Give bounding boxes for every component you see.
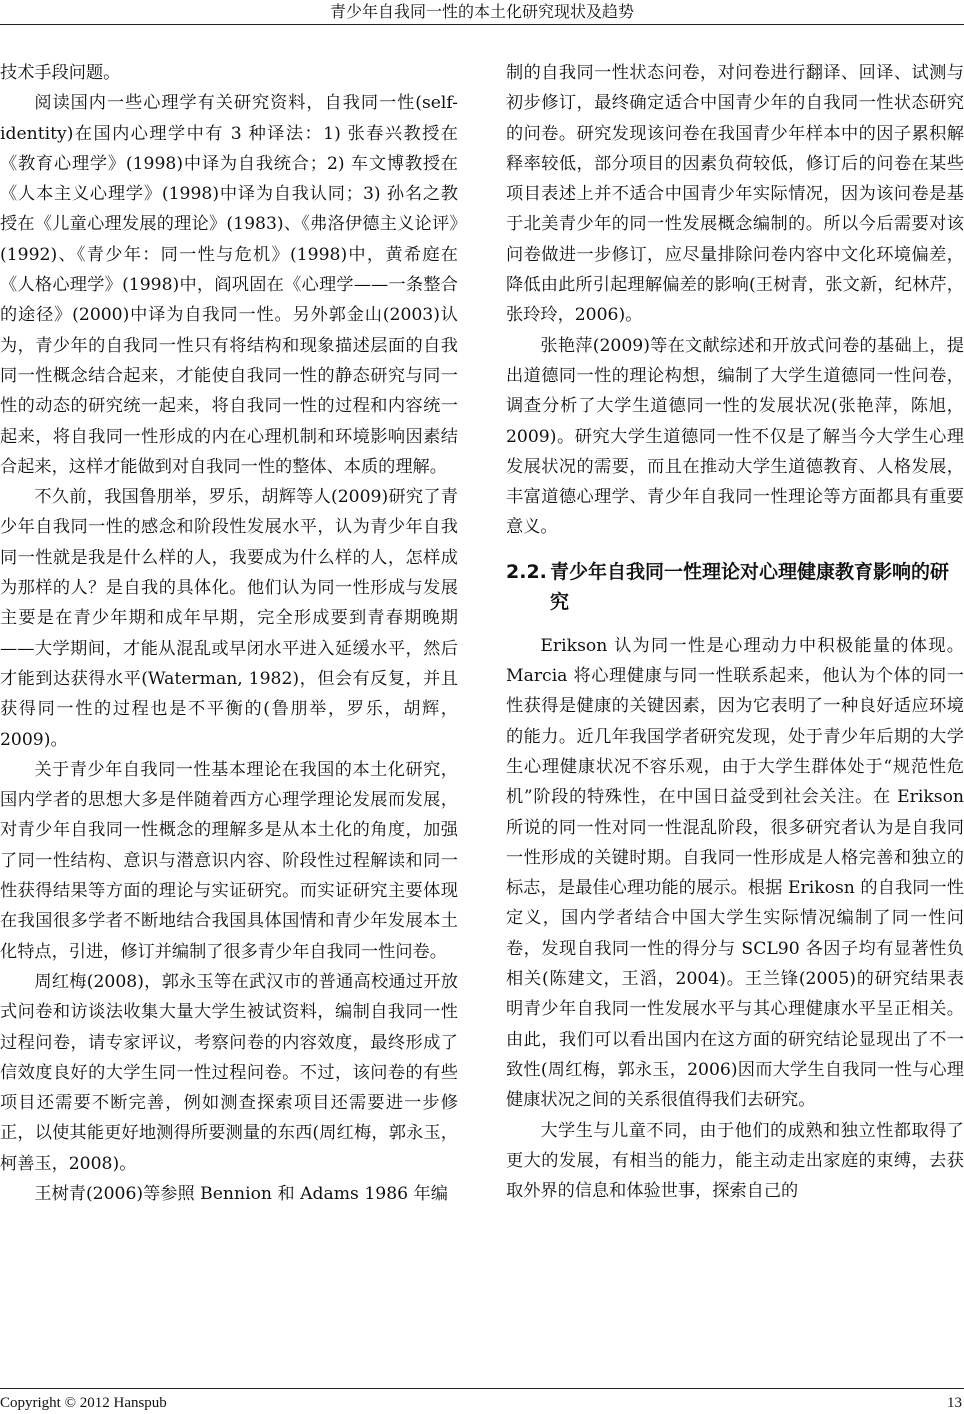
- left-column: [0, 58, 458, 1209]
- page-number: 13: [947, 1395, 962, 1411]
- section-heading: [506, 557, 964, 617]
- paragraph: Erikson 认为同一性是心理动力中积极能量的体现。Marcia 将心理健康与同一性联系起来，他认为个体的同一性获得是健康的关键因素，因为它表明了一种良好适应环境的能力。近几年我国学者研究发现，处于青少年后期的大学生心理健康状况不容乐观，由于大学生群体处于“规范性危机”阶段的特殊性，在中国日益受到社会关注。在 Erikson 所说的同一性对同一性混乱阶段，很多研究者认为是自我同一性形成的关键时期。自我同一性形成是人格完善和独立的标志，是最佳心理功能的展示。根据 Erikosn 的自我同一性定义，国内学者结合中国大学生实际情况编制了同一性问卷，发现自我同一性的得分与 SCL90 各因子均有显著性负相关(陈建文，王滔，2004)。王兰锋(2005)的研究结果表明青少年自我同一性发展水平与其心理健康水平呈正相关。由此，我们可以看出国内在这方面的研究结论显现出了不一致性(周红梅，郭永玉，2006)因而大学生自我同一性与心理健康状况之间的关系很值得我们去研究。: [506, 635, 964, 1111]
- paragraph: 王树青(2006)等参照 Bennion 和 Adams 1986 年编: [34, 1183, 448, 1204]
- footer-rule: [0, 1388, 964, 1389]
- paragraph: 技术手段问题。: [0, 63, 121, 83]
- right-column: [506, 58, 964, 1206]
- paragraph: 张艳萍(2009)等在文献综述和开放式问卷的基础上，提出道德同一性的理论构想，编制了大学生道德同一性问卷，调查分析了大学生道德同一性的发展状况(张艳萍，陈旭，2009)。研究大学生道德同一性不仅是了解当今大学生心理发展状况的需要，而且在推动大学生道德教育、人格发展，丰富道德心理学、青少年自我同一性理论等方面都具有重要意义。: [506, 335, 964, 538]
- section-title: 青少年自我同一性理论对心理健康教育影响的研究: [550, 560, 950, 613]
- paragraph: 大学生与儿童不同，由于他们的成熟和独立性都取得了更大的发展，有相当的能力，能主动走出家庭的束缚，去获取外界的信息和体验世事，探索自己的: [506, 1120, 964, 1202]
- paragraph: 阅读国内一些心理学有关研究资料，自我同一性(self-identity)在国内心理学中有 3 种译法：1) 张春兴教授在《教育心理学》(1998)中译为自我统合；2) 车文博教授在《人本主义心理学》(1998)中译为自我认同；3) 孙名之教授在《儿童心理发展的理论》(1983)、《弗洛伊德主义论评》(1992)、《青少年：同一性与危机》(1998)中，黄希庭在《人格心理学》(1998)中，阎巩固在《心理学——一条整合的途径》(2000)中译为自我同一性。另外郭金山(2003)认为，青少年的自我同一性只有将结构和现象描述层面的自我同一性概念结合起来，才能使自我同一性的静态研究与同一性的动态的研究统一起来，将自我同一性的过程和内容统一起来，将自我同一性形成的内在心理机制和环境影响因素结合起来，这样才能做到对自我同一性的整体、本质的理解。: [0, 93, 458, 477]
- paragraph: 周红梅(2008)，郭永玉等在武汉市的普通高校通过开放式问卷和访谈法收集大量大学生被试资料，编制自我同一性过程问卷，请专家评议，考察问卷的内容效度，最终形成了信效度良好的大学生同一性过程问卷。不过，该问卷的有些项目还需要不断完善，例如测查探索项目还需要进一步修正，以使其能更好地测得所要测量的东西(周红梅，郭永玉，柯善玉，2008)。: [0, 971, 458, 1174]
- paragraph: 不久前，我国鲁朋举，罗乐，胡辉等人(2009)研究了青少年自我同一性的感念和阶段性发展水平，认为青少年自我同一性就是我是什么样的人，我要成为什么样的人，怎样成为那样的人？是自我的具体化。他们认为同一性形成与发展主要是在青少年期和成年早期，完全形成要到青春期晚期——大学期间，才能从混乱或早闭水平进入延缓水平，然后才能到达获得水平(Waterman, 1982)，但会有反复，并且获得同一性的过程也是不平衡的(鲁朋举，罗乐，胡辉，2009)。: [0, 487, 458, 750]
- paragraph: 制的自我同一性状态问卷，对问卷进行翻译、回译、试测与初步修订，最终确定适合中国青少年的自我同一性状态研究的问卷。研究发现该问卷在我国青少年样本中的因子累积解释率较低，部分项目的因素负荷较低，修订后的问卷在某些项目表述上并不适合中国青少年实际情况，因为该问卷是基于北美青少年的同一性发展概念编制的。所以今后需要对该问卷做进一步修订，应尽量排除问卷内容中文化环境偏差，降低由此所引起理解偏差的影响(王树青，张文新，纪林芹，张玲玲，2006)。: [506, 63, 964, 326]
- paragraph: 关于青少年自我同一性基本理论在我国的本土化研究，国内学者的思想大多是伴随着西方心理学理论发展而发展，对青少年自我同一性概念的理解多是从本土化的角度，加强了同一性结构、意识与潜意识内容、阶段性过程解读和同一性获得结果等方面的理论与实证研究。而实证研究主要体现在我国很多学者不断地结合我国具体国情和青少年发展本土化特点，引进，修订并编制了很多青少年自我同一性问卷。: [0, 759, 458, 962]
- copyright-notice: Copyright © 2012 Hanspub: [0, 1395, 167, 1411]
- section-number: 2.2.: [506, 560, 547, 583]
- header-rule: [0, 24, 964, 25]
- running-title: 青少年自我同一性的本土化研究现状及趋势: [329, 2, 634, 21]
